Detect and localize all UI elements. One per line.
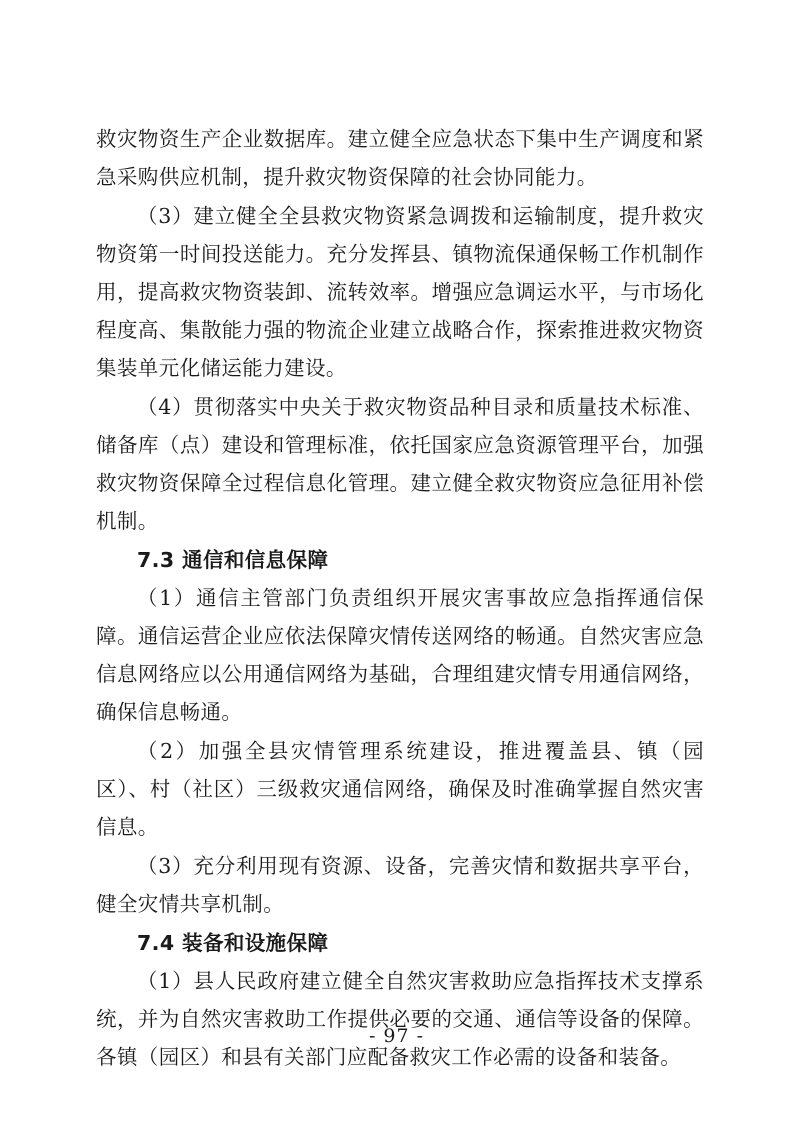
paragraph: （1）通信主管部门负责组织开展灾害事故应急指挥通信保障。通信运营企业应依法保障灾情传送网络的畅通。自然灾害应急信息网络应以公用通信网络为基础，合理组建灾情专用通信网络，确保信息畅通。 [96, 586, 704, 724]
paragraph: （3）充分利用现有资源、设备，完善灾情和数据共享平台，健全灾情共享机制。 [96, 854, 704, 916]
paragraph: （2）加强全县灾情管理系统建设，推进覆盖县、镇（园区）、村（社区）三级救灾通信网络，确保及时准确掌握自然灾害信息。 [96, 739, 704, 839]
paragraph: （1）县人民政府建立健全自然灾害救助应急指挥技术支撑系统，并为自然灾害救助工作提供必要的交通、通信等设备的保障。各镇（园区）和县有关部门应配备救灾工作必需的设备和装备。 [96, 969, 704, 1069]
paragraph: 救灾物资生产企业数据库。建立健全应急状态下集中生产调度和紧急采购供应机制，提升救灾物资保障的社会协同能力。 [96, 127, 704, 189]
section-heading-7-4: 7.4 装备和设施保障 [137, 931, 329, 955]
document-body [96, 120, 704, 1077]
page-number: - 97 - [368, 1025, 425, 1047]
paragraph: （3）建立健全全县救灾物资紧急调拨和运输制度，提升救灾物资第一时间投送能力。充分发挥县、镇物流保通保畅工作机制作用，提高救灾物资装卸、流转效率。增强应急调运水平，与市场化程度高、集散能力强的物流企业建立战略合作，探索推进救灾物资集装单元化储运能力建设。 [96, 204, 704, 380]
paragraph: （4）贯彻落实中央关于救灾物资品种目录和质量技术标准、储备库（点）建设和管理标准，依托国家应急资源管理平台，加强救灾物资保障全过程信息化管理。建立健全救灾物资应急征用补偿机制。 [96, 395, 704, 533]
section-heading-7-3: 7.3 通信和信息保障 [137, 548, 329, 572]
